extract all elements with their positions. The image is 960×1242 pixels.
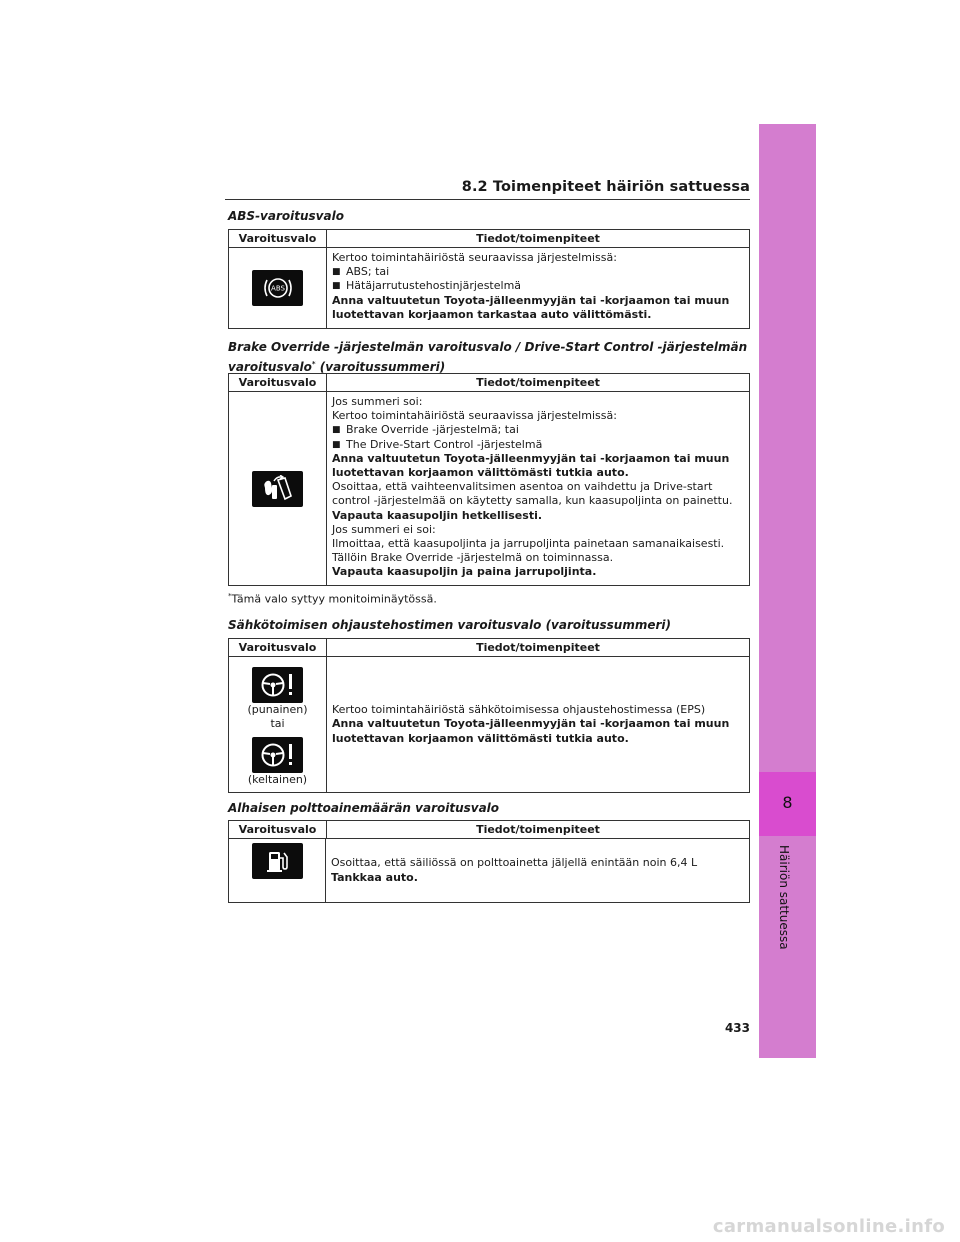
warning-light-cell — [229, 657, 327, 792]
header-rule — [225, 199, 750, 200]
page-header-title: 8.2 Toimenpiteet häiriön sattuessa — [461, 179, 750, 195]
table-row — [229, 248, 749, 328]
table-header — [229, 639, 749, 657]
warning-light-cell — [229, 839, 326, 902]
section-title-brake-override: Brake Override -järjestelmän varoitusvalo / Drive-Start Control -järjestelmän varoitusvalo* (varoitussummeri) — [228, 340, 748, 374]
table-abs — [228, 229, 750, 329]
info-line: Kertoo toimintahäiriöstä seuraavissa järjestelmissä: — [332, 251, 617, 264]
action-text: Anna valtuutetun Toyota-jälleenmyyjän tai -korjaamon tai muun luotettavan korjaamon välittömästi tutkia auto. — [332, 451, 730, 480]
caption-red: (punainen) — [247, 702, 308, 716]
table-eps — [228, 638, 750, 793]
table-header — [229, 374, 749, 392]
col-header-info: Tiedot/toimenpiteet — [476, 823, 600, 836]
section-title-eps: Sähkötoimisen ohjaustehostimen varoitusvalo (varoitussummeri) — [228, 618, 672, 632]
table-row — [229, 839, 749, 902]
section-title-abs: ABS-varoitusvalo — [228, 209, 344, 223]
chapter-number: 8 — [782, 793, 793, 812]
col-header-warning-light: Varoitusvalo — [229, 374, 327, 391]
info-line: Osoittaa, että vaihteenvalitsimen asentoa on vaihdettu ja Drive-start control -järjestelmää on käytetty samalla, kun kaasupoljinta on painettu. — [332, 480, 733, 508]
table-fuel — [228, 820, 750, 903]
info-line: Jos summeri ei soi: — [332, 522, 436, 536]
footnote: *Tämä valo syttyy monitoiminäytössä. — [228, 592, 437, 606]
action-text: Anna valtuutetun Toyota-jälleenmyyjän tai -korjaamon tai muun luotettavan korjaamon tarkastaa auto välittömästi. — [332, 293, 730, 321]
caption-yellow: (keltainen) — [247, 772, 308, 786]
col-header-info: Tiedot/toimenpiteet — [476, 376, 600, 389]
steering-warning-icon-red — [252, 667, 303, 703]
col-header-info: Tiedot/toimenpiteet — [476, 232, 600, 245]
bullet-item: ■ ABS; tai — [332, 265, 390, 279]
bullet-item: ■ The Drive-Start Control -järjestelmä — [332, 437, 543, 451]
table-row — [229, 657, 749, 792]
info-line: Kertoo toimintahäiriöstä sähkötoimisessa ohjaustehostimessa (EPS) — [332, 703, 706, 717]
steering-warning-icon-yellow — [252, 737, 303, 773]
bullet-item: ■ Brake Override -järjestelmä; tai — [332, 423, 519, 437]
bullet-item: ■ Hätäjarrutustehostinjärjestelmä — [332, 279, 522, 293]
warning-light-cell — [229, 248, 327, 328]
info-cell — [327, 392, 749, 585]
table-row — [229, 392, 749, 585]
col-header-warning-light: Varoitusvalo — [229, 639, 327, 656]
table-header — [229, 821, 749, 839]
brake-override-warning-icon — [252, 471, 303, 507]
action-text: Anna valtuutetun Toyota-jälleenmyyjän tai -korjaamon tai muun luotettavan korjaamon välittömästi tutkia auto. — [332, 717, 730, 745]
chapter-label: Häiriön sattuessa — [777, 845, 791, 950]
caption-or: tai — [270, 716, 285, 730]
info-cell — [327, 248, 749, 328]
warning-light-cell — [229, 392, 327, 585]
info-cell — [327, 657, 749, 792]
col-header-info: Tiedot/toimenpiteet — [476, 641, 600, 654]
action-text: Tankkaa auto. — [331, 870, 418, 884]
action-text: Vapauta kaasupoljin ja paina jarrupoljinta. — [332, 565, 597, 579]
watermark: carmanualsonline.info — [712, 1216, 945, 1237]
info-line: Ilmoittaa, että kaasupoljinta ja jarrupoljinta painetaan samanaikaisesti. Tällöin Brake Override -järjestelmä on toiminnassa. — [332, 537, 725, 565]
action-text: Vapauta kaasupoljin hetkellisesti. — [332, 508, 543, 522]
abs-warning-icon — [252, 270, 303, 306]
fuel-warning-icon — [252, 843, 303, 879]
info-cell — [326, 839, 749, 902]
table-brake-override — [228, 373, 750, 586]
col-header-warning-light: Varoitusvalo — [229, 230, 327, 247]
page-number: 433 — [724, 1021, 750, 1035]
abs-icon-label: ABS — [270, 284, 285, 293]
col-header-warning-light: Varoitusvalo — [229, 821, 327, 838]
info-line: Jos summeri soi: — [332, 395, 423, 408]
info-line: Kertoo toimintahäiriöstä seuraavissa järjestelmissä: — [332, 409, 617, 423]
table-header — [229, 230, 749, 248]
info-line: Osoittaa, että säiliössä on polttoainetta jäljellä enintään noin 6,4 L — [331, 856, 698, 870]
section-title-fuel: Alhaisen polttoainemäärän varoitusvalo — [228, 801, 500, 815]
